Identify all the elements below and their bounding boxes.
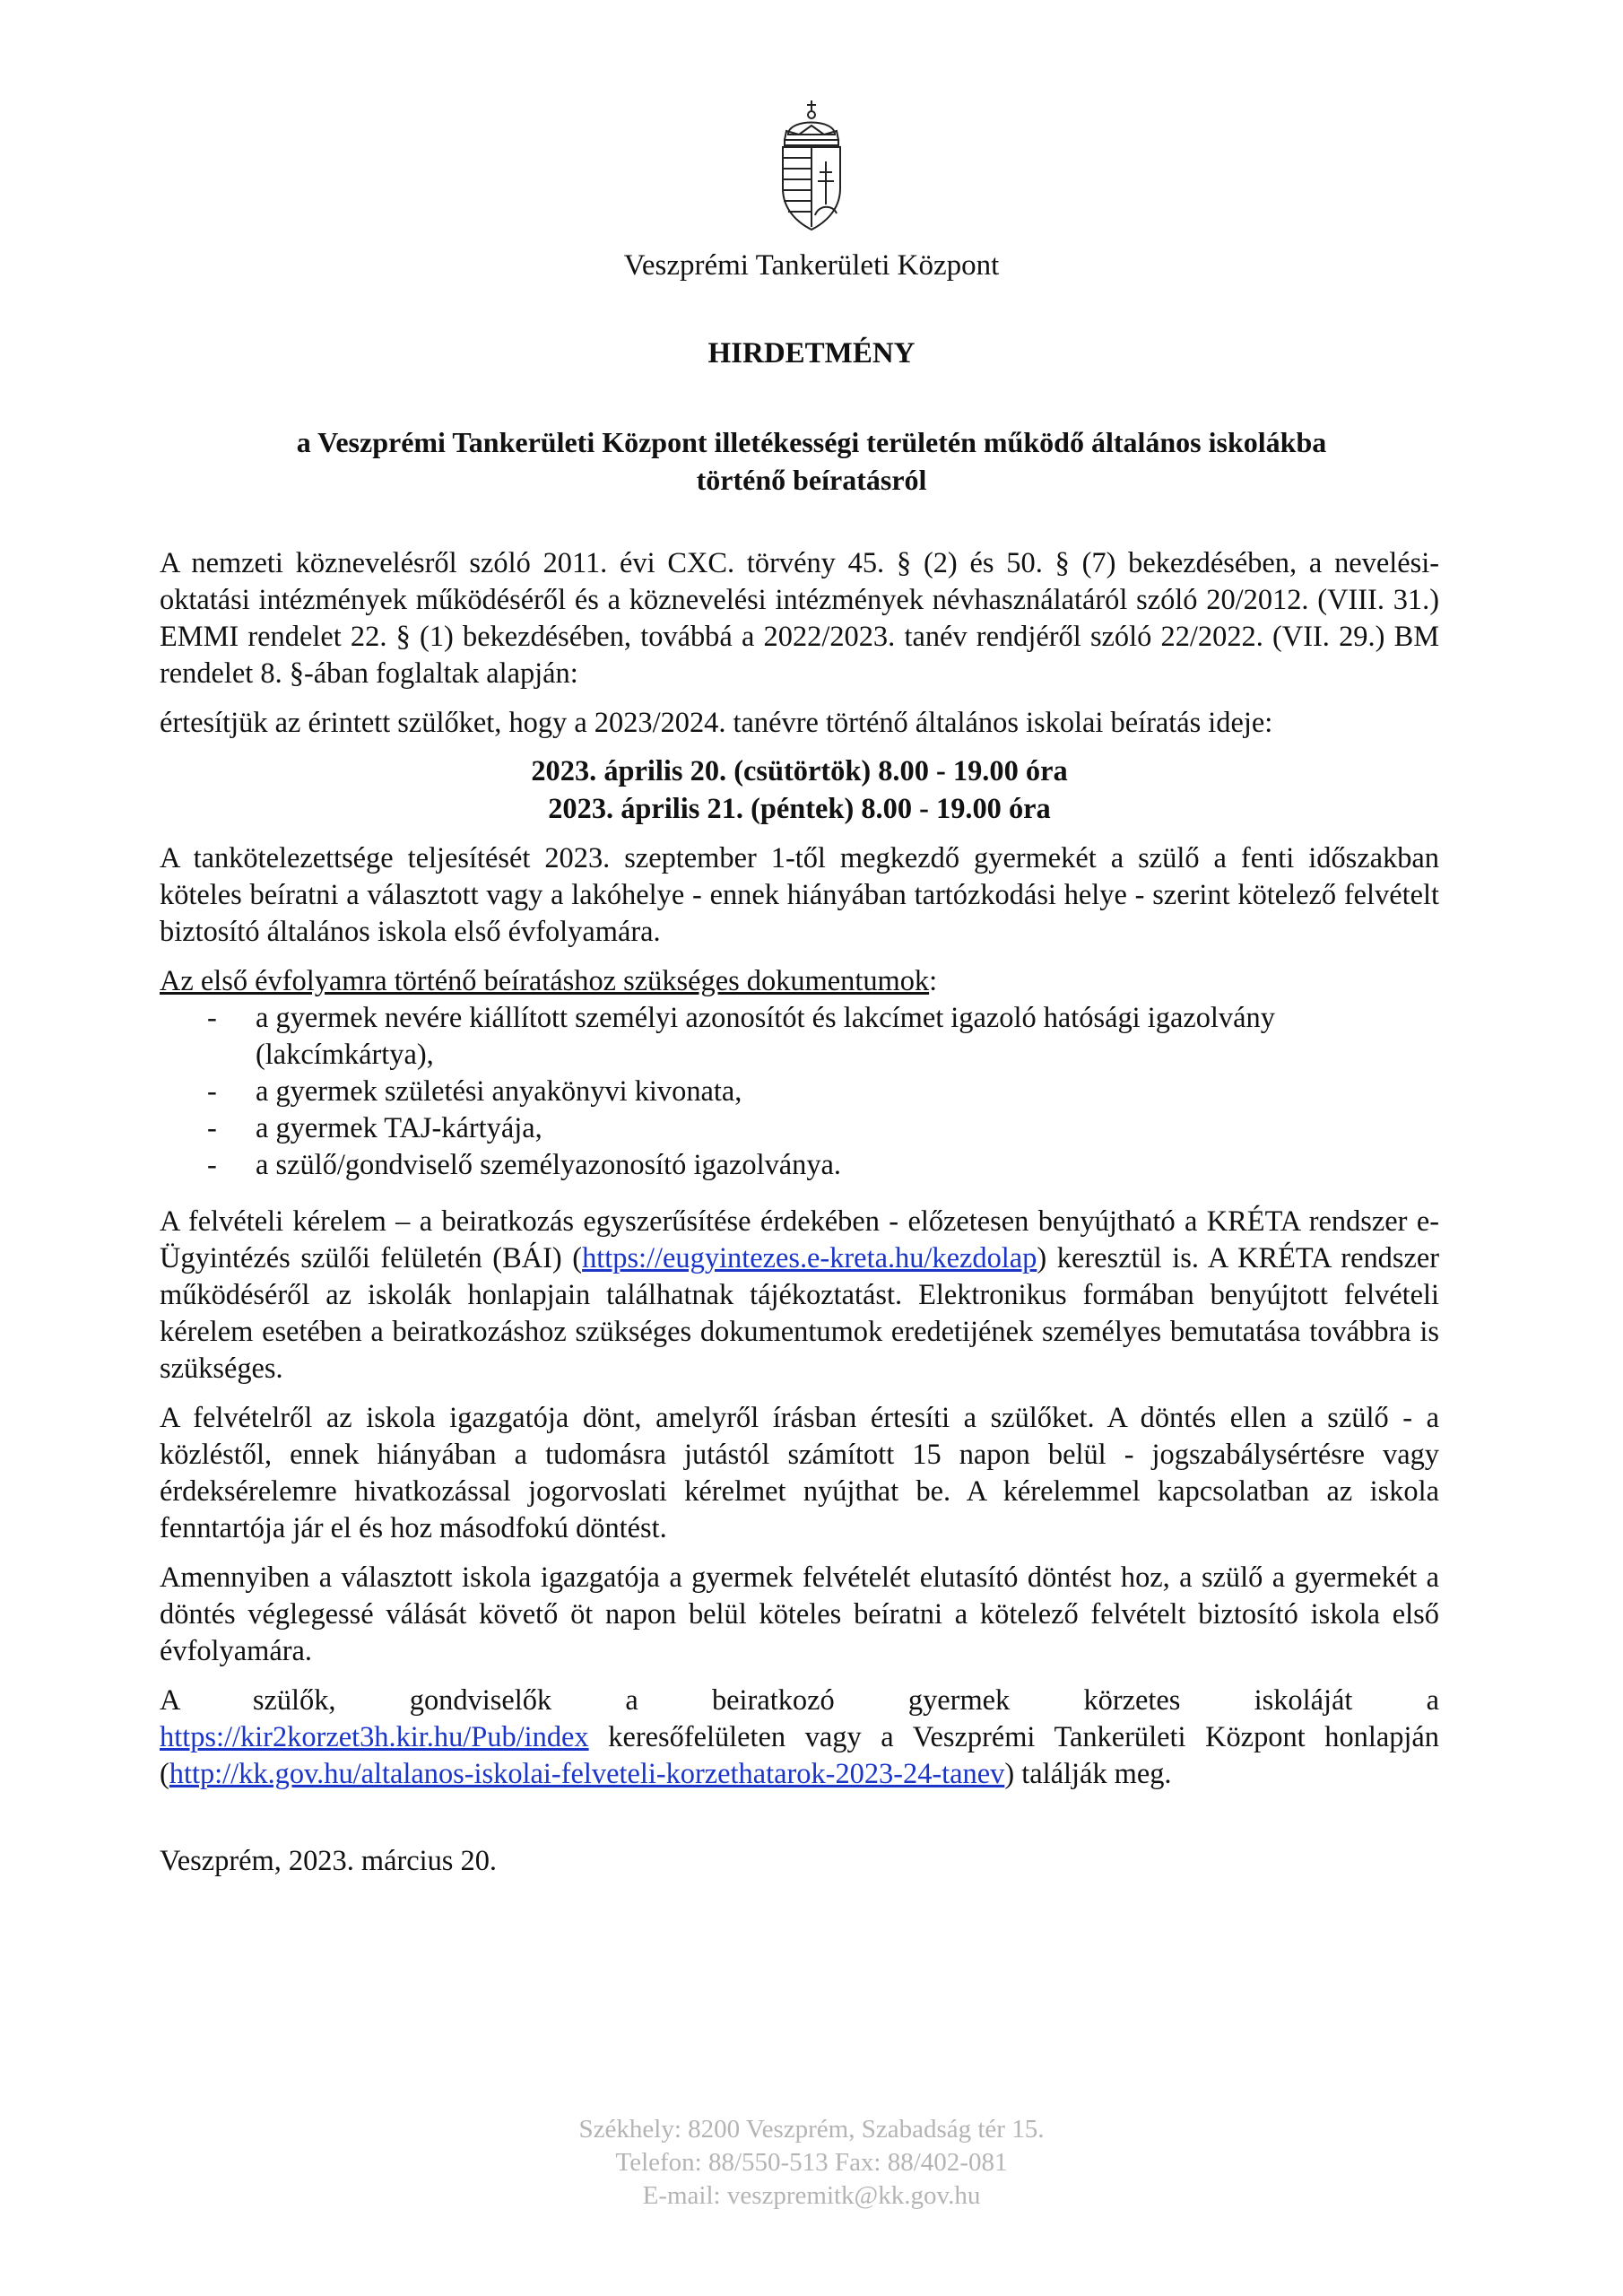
list-dash: - [207,1149,217,1181]
district-paragraph [160,1683,1439,1793]
kreta-paragraph [160,1204,1439,1387]
documents-heading-line [160,963,1439,1000]
decision-paragraph: A felvételről az iskola igazgatója dönt, amelyről írásban értesíti a szülőket. A döntés ellen a szülő - a közléstől, ennek hiányában a tudomásra jutástól számított 15 napon belül - jogszabálysértésre vagy érdeksérelemre hivatkozással jogorvoslati kérelmet nyújthat be. A kérelemmel kapcsolatban az iskola fenntartója jár el és hoz másodfokú döntést. [160,1402,1439,1544]
list-item-text: a gyermek TAJ-kártyája, [256,1112,542,1144]
list-item-text: a szülő/gondviselő személyazonosító igazolványa. [256,1149,842,1181]
district-search-link[interactable]: https://kir2korzet3h.kir.hu/Pub/index [160,1721,589,1753]
documents-heading-suffix: : [929,965,938,997]
document-subtitle [179,423,1444,499]
list-item [160,1147,1439,1184]
kreta-text-before: A felvételi kérelem – a beiratkozás egyszerűsítése érdekében - előzetesen benyújtható a KRÉTA rendszer e-Ügyintézés szülői felületén (BÁI) ( [160,1205,1439,1274]
list-item-text: a gyermek születési anyakönyvi kivonata, [256,1075,742,1108]
list-item [160,1074,1439,1110]
mandatory-paragraph: A tankötelezettsége teljesítését 2023. szeptember 1-től megkezdő gyermekét a szülő a fenti időszakban köteles beíratni a választott vagy a lakóhelye - ennek hiányában tartózkodási helye - szerint kötelező felvételt biztosító általános iskola első évfolyamára. [160,842,1439,948]
enrollment-dates [160,752,1439,828]
list-item [160,1000,1439,1074]
district-line: A szülők, gondviselők a beiratkozó gyermek körzetes iskoláját a [160,1684,1439,1717]
list-item-text: a gyermek nevére kiállított személyi azonosítót és lakcímet igazoló hatósági igazolvány (lakcímkártya), [256,1002,1275,1071]
footer-email: E-mail: veszpremitk@kk.gov.hu [642,2181,981,2210]
enrollment-date: 2023. április 20. (csütörtök) 8.00 - 19.00 óra [531,755,1068,787]
district-boundaries-link[interactable]: http://kk.gov.hu/altalanos-iskolai-felveteli-korzethatarok-2023-24-tanev [169,1758,1005,1790]
list-item [160,1110,1439,1147]
district-text-after: ) találják meg. [1004,1758,1172,1790]
documents-heading: Az első évfolyamra történő beíratáshoz szükséges dokumentumok [160,965,930,997]
footer-address: Székhely: 8200 Veszprém, Szabadság tér 15. [578,2115,1045,2144]
place-and-date: Veszprém, 2023. március 20. [160,1845,498,1877]
footer [0,2113,1623,2213]
enrollment-date: 2023. április 21. (péntek) 8.00 - 19.00 óra [548,793,1051,825]
footer-phone: Telefon: 88/550-513 Fax: 88/402-081 [615,2148,1008,2177]
rejection-paragraph: Amennyiben a választott iskola igazgatója a gyermek felvételét elutasító döntést hoz, a szülő a gyermekét a döntés véglegessé válását követő öt napon belül köteles beíratni a kötelező felvételt biztosító iskola első évfolyamára. [160,1561,1439,1667]
documents-list [160,1000,1439,1184]
organization-name: Veszprémi Tankerületi Központ [623,249,1000,282]
district-text-middle: keresőfelületen vagy a Veszprémi Tankerületi Központ honlapján ( [160,1721,1439,1790]
intro-paragraph: A nemzeti köznevelésről szóló 2011. évi CXC. törvény 45. § (2) és 50. § (7) bekezdésében, a nevelési-oktatási intézmények működéséről és a köznevelési intézmények névhasználatáról szóló 20/2012. (VIII. 31.) EMMI rendelet 22. § (1) bekezdésében, továbbá a 2022/2023. tanév rendjéről szóló 22/2022. (VII. 29.) BM rendelet 8. §-ában foglaltak alapján: [160,547,1439,690]
notice-paragraph: értesítjük az érintett szülőket, hogy a 2023/2024. tanévre történő általános iskolai beíratás ideje: [160,707,1273,739]
list-dash: - [207,1002,217,1034]
coat-of-arms-icon [768,99,855,233]
kreta-link[interactable]: https://eugyintezes.e-kreta.hu/kezdolap [582,1242,1037,1274]
list-dash: - [207,1112,217,1144]
kreta-text-after: ) keresztül is. A KRÉTA rendszer működéséről az iskolák honlapjain találhatnak tájékoztatást. Elektronikus formában benyújtott felvételi kérelem esetében a beiratkozáshoz szükséges dokumentumok eredetijének személyes bemutatása továbbra is szükséges. [160,1242,1439,1385]
list-dash: - [207,1075,217,1108]
document-title: HIRDETMÉNY [707,337,916,370]
subtitle-line: a Veszprémi Tankerületi Központ illetékességi területén működő általános iskolákba [296,426,1327,458]
subtitle-line: történő beíratásról [696,464,927,496]
document-body [160,545,1439,1880]
